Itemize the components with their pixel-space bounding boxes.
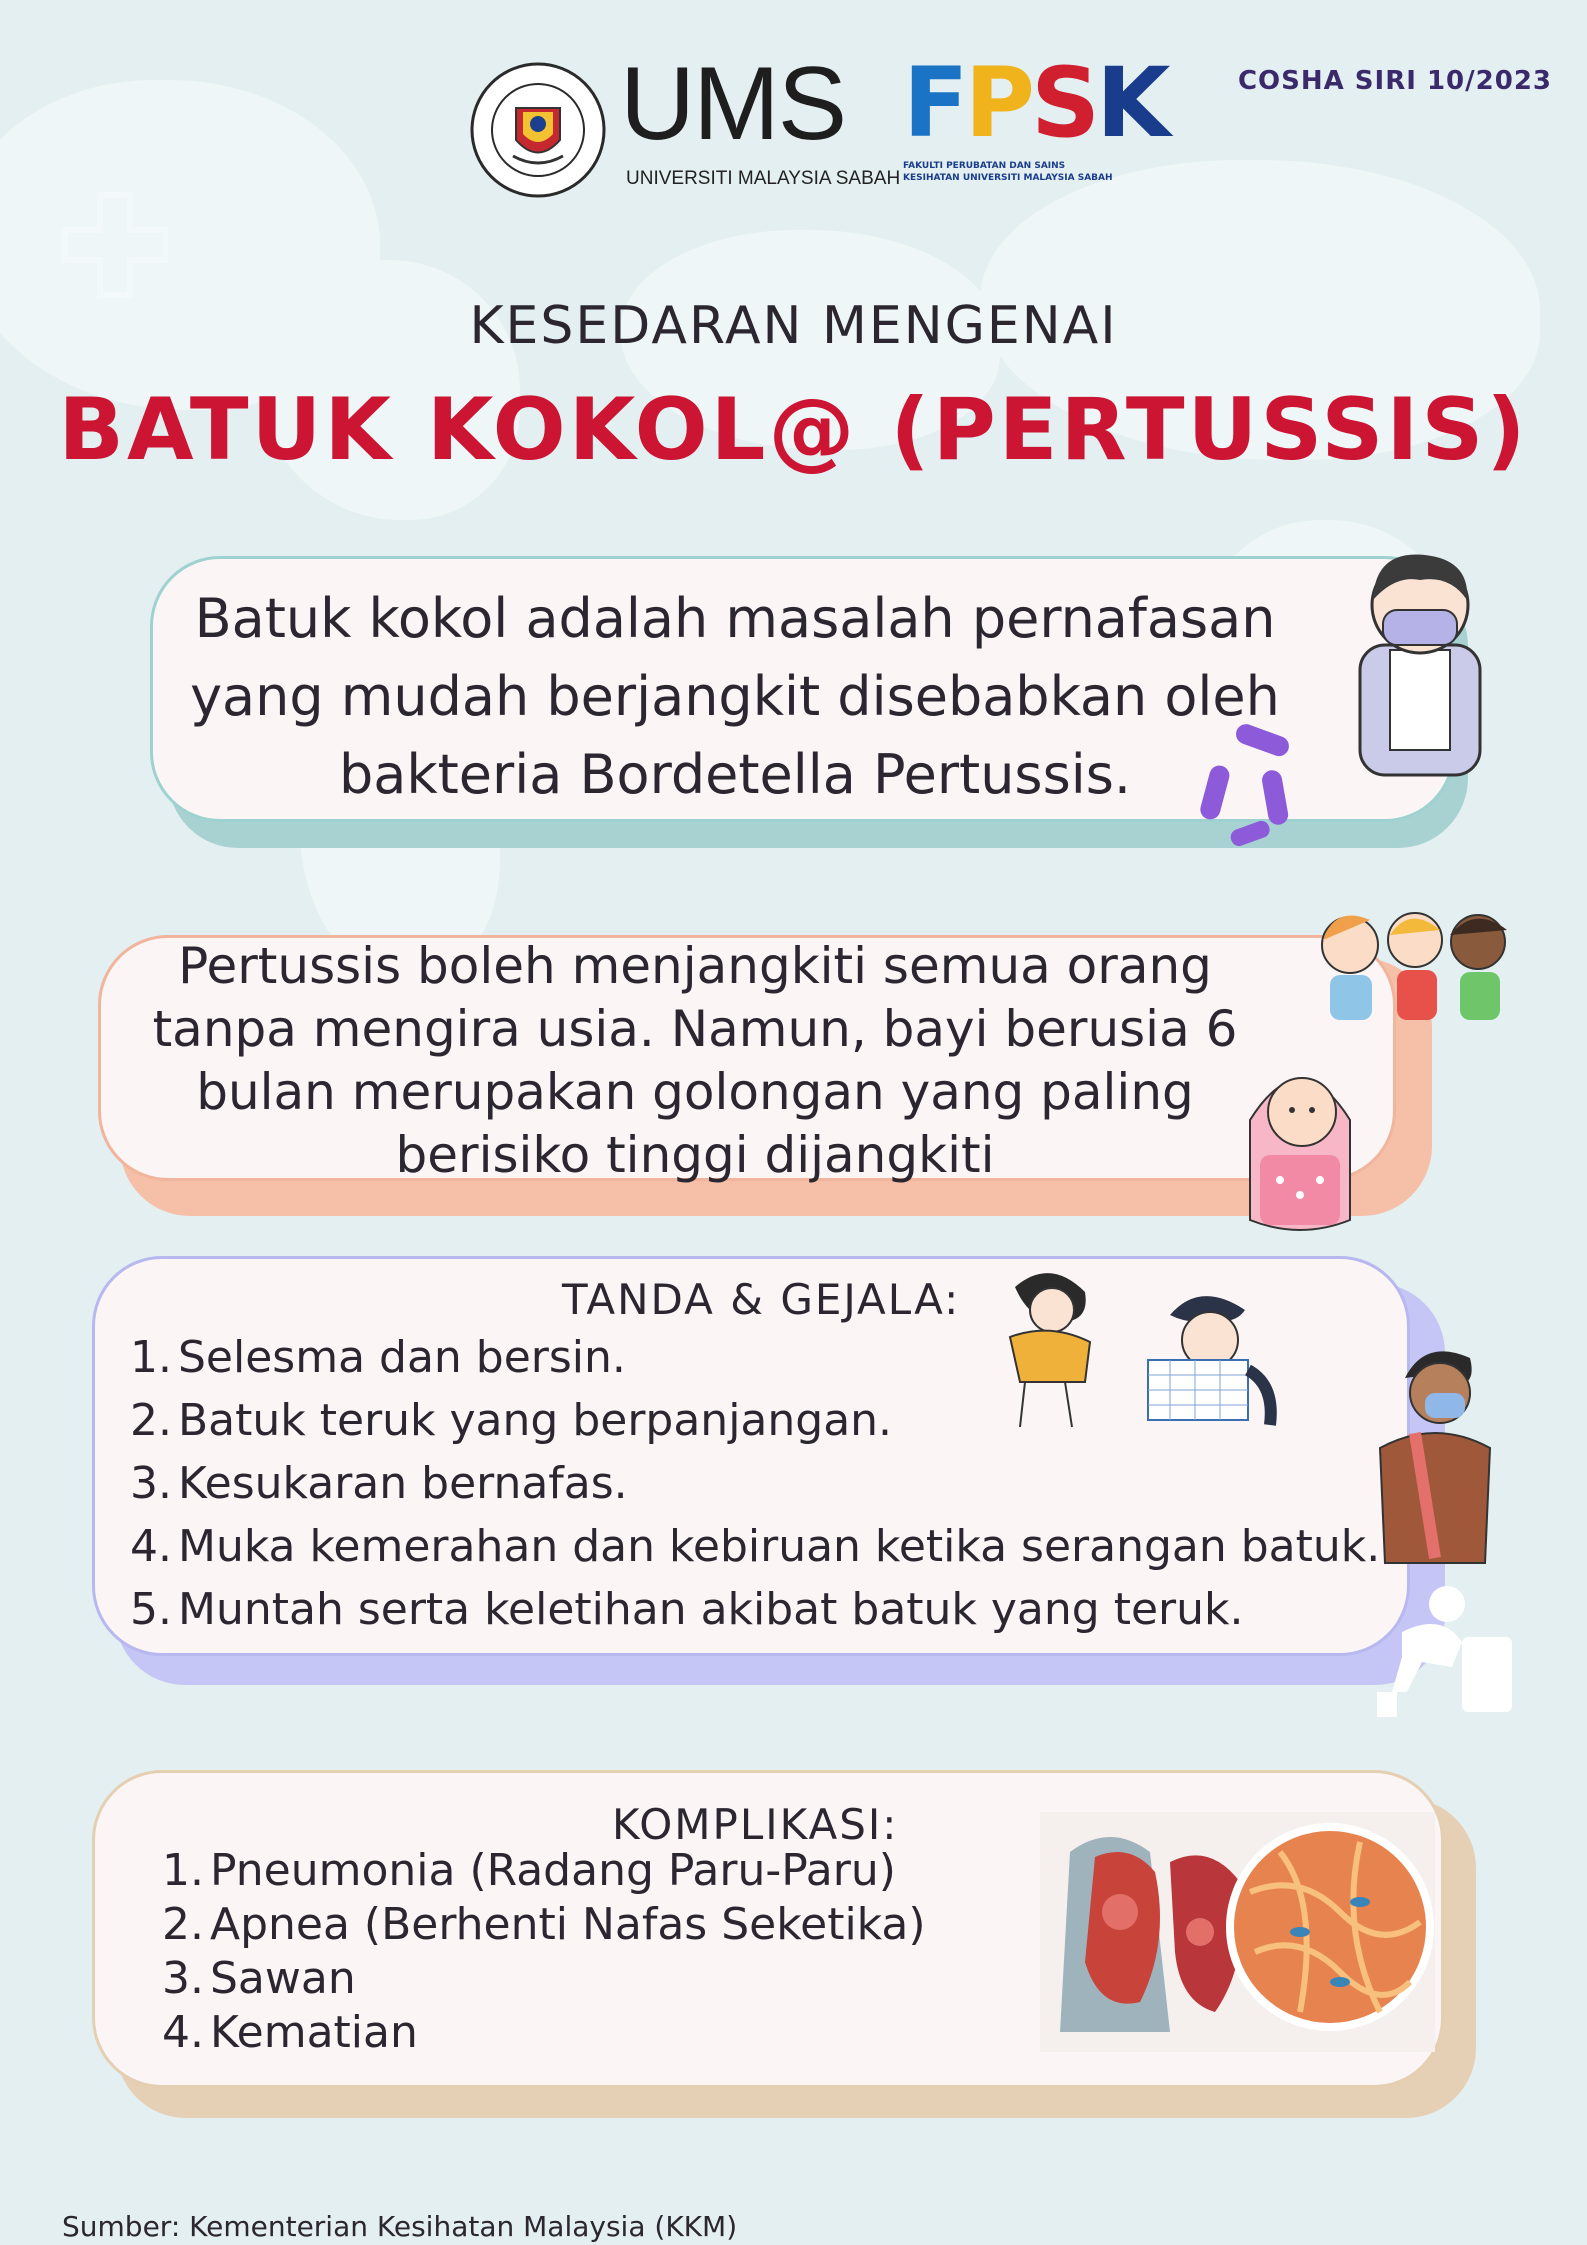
series-label: COSHA SIRI 10/2023 <box>1237 66 1552 96</box>
list-text: Muntah serta keletihan akibat batuk yang teruk. <box>178 1584 1244 1635</box>
ums-logo-text: UMS <box>620 46 846 162</box>
list-text: Kesukaran bernafas. <box>178 1458 628 1509</box>
list-number: 3. <box>162 1953 204 2004</box>
page-title: BATUK KOKOL@ (PERTUSSIS) <box>58 380 1529 480</box>
risk-text <box>120 935 1270 1187</box>
risk-line: tanpa mengira usia. Namun, bayi berusia 6 <box>152 1000 1238 1058</box>
medical-cross-icon <box>60 190 170 300</box>
list-text: Selesma dan bersin. <box>178 1332 626 1383</box>
risk-line: bulan merupakan golongan yang paling <box>196 1063 1194 1121</box>
risk-line: Pertussis boleh menjangkiti semua orang <box>178 937 1212 995</box>
list-text: Muka kemerahan dan kebiruan ketika serangan batuk. <box>178 1521 1381 1572</box>
list-number: 2. <box>130 1395 172 1446</box>
baby-illustration <box>1240 1040 1360 1240</box>
list-item <box>130 1452 1380 1515</box>
university-seal-icon <box>468 60 608 200</box>
list-item <box>162 1898 926 1952</box>
list-number: 1. <box>162 1845 204 1896</box>
definition-text <box>150 580 1320 814</box>
list-item <box>162 1844 926 1898</box>
risk-line: berisiko tinggi dijangkiti <box>395 1126 995 1184</box>
lungs-bacteria-illustration <box>1040 1812 1435 2052</box>
faculty-full-name: FAKULTI PERUBATAN DAN SAINS KESIHATAN UNIVERSITI MALAYSIA SABAH <box>903 161 1113 183</box>
source-citation: Sumber: Kementerian Kesihatan Malaysia (KKM) <box>62 2210 738 2243</box>
list-item <box>130 1515 1380 1578</box>
student-mask-illustration <box>1335 535 1505 785</box>
list-item <box>162 2006 926 2060</box>
definition-line: yang mudah berjangkit disebabkan oleh <box>190 665 1280 728</box>
children-illustration <box>1315 900 1515 1025</box>
page-subtitle: KESEDARAN MENGENAI <box>469 296 1118 356</box>
list-text: Apnea (Berhenti Nafas Seketika) <box>210 1899 926 1950</box>
sneezing-man-illustration <box>1140 1285 1290 1435</box>
list-text: Batuk teruk yang berpanjangan. <box>178 1395 893 1446</box>
list-item <box>130 1578 1380 1641</box>
list-text: Sawan <box>210 1953 356 2004</box>
ums-full-name: UNIVERSITI MALAYSIA SABAH <box>626 168 901 189</box>
list-text: Pneumonia (Radang Paru-Paru) <box>210 1845 896 1896</box>
list-number: 3. <box>130 1458 172 1509</box>
list-number: 2. <box>162 1899 204 1950</box>
sick-person-silhouette-icon <box>1362 1582 1517 1717</box>
symptoms-heading: TANDA & GEJALA: <box>562 1275 961 1324</box>
tired-woman-illustration <box>990 1262 1110 1432</box>
list-item <box>162 1952 926 2006</box>
list-number: 5. <box>130 1584 172 1635</box>
list-number: 4. <box>130 1521 172 1572</box>
definition-line: bakteria Bordetella Pertussis. <box>338 743 1132 806</box>
complications-heading: KOMPLIKASI: <box>612 1800 899 1849</box>
list-text: Kematian <box>210 2007 418 2058</box>
definition-line: Batuk kokol adalah masalah pernafasan <box>194 587 1276 650</box>
coughing-person-illustration <box>1375 1338 1505 1568</box>
list-number: 1. <box>130 1332 172 1383</box>
complications-list <box>162 1844 926 2060</box>
bacteria-icon <box>1195 720 1310 855</box>
list-number: 4. <box>162 2007 204 2058</box>
faculty-logo: FPSK <box>903 47 1167 159</box>
